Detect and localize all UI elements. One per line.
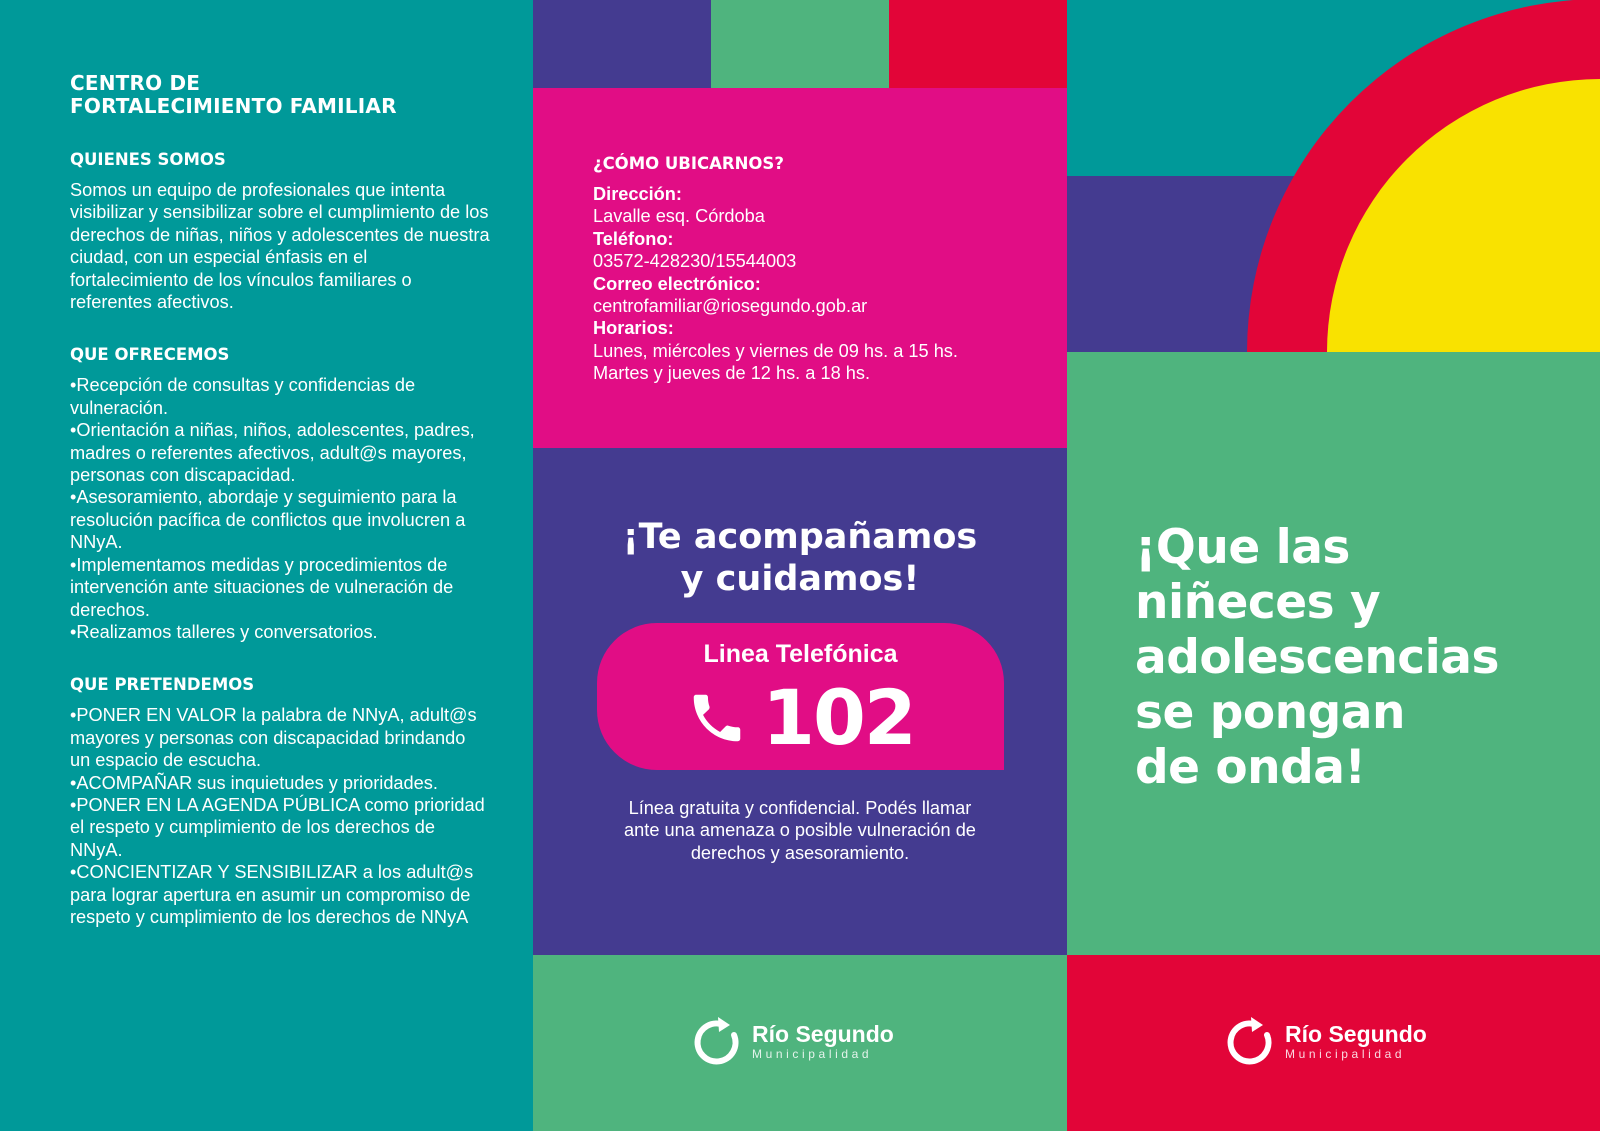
list-item: • PONER EN LA AGENDA PÚBLICA como prioridad el respeto y cumplimiento de los derechos de NNyA. bbox=[70, 794, 490, 861]
center-title-line2: FORTALECIMIENTO FAMILIAR bbox=[70, 94, 397, 118]
decor-block-green bbox=[711, 0, 889, 88]
que-pretendemos-list bbox=[70, 704, 490, 928]
contact-info bbox=[593, 154, 1043, 385]
logo-mark-icon bbox=[690, 1013, 742, 1069]
logo-block-middle bbox=[533, 955, 1067, 1131]
quienes-somos-section bbox=[70, 150, 490, 313]
helpline-block bbox=[533, 448, 1067, 955]
quienes-somos-heading: QUIENES SOMOS bbox=[70, 150, 226, 169]
slogan-line1: ¡Que las bbox=[1135, 520, 1350, 575]
info-content bbox=[70, 72, 490, 960]
logo-subtitle: Municipalidad bbox=[752, 1046, 873, 1061]
rio-segundo-logo bbox=[1223, 1013, 1427, 1069]
address-label: Dirección: bbox=[593, 184, 682, 204]
center-title-line1: CENTRO DE bbox=[70, 71, 201, 95]
address-value: Lavalle esq. Córdoba bbox=[593, 206, 765, 227]
logo-name: Río Segundo bbox=[752, 1020, 894, 1047]
hours-line-2: Martes y jueves de 12 hs. a 18 hs. bbox=[593, 363, 871, 384]
center-title bbox=[70, 72, 490, 118]
que-ofrecemos-list bbox=[70, 374, 490, 643]
list-item: • CONCIENTIZAR Y SENSIBILIZAR a los adult@s para lograr apertura en asumir un compromiso de respeto y cumplimiento de los derechos de NNyA bbox=[70, 861, 490, 928]
logo-name: Río Segundo bbox=[1285, 1020, 1427, 1047]
contact-panel bbox=[533, 0, 1067, 1131]
slogan-line4: se pongan bbox=[1135, 685, 1405, 740]
list-item: • Implementamos medidas y procedimientos de intervención ante situaciones de vulneración de derechos. bbox=[70, 554, 490, 621]
slogan-text bbox=[1135, 520, 1595, 795]
contact-heading: ¿CÓMO UBICARNOS? bbox=[593, 154, 784, 173]
support-title bbox=[533, 516, 1067, 600]
email-label: Correo electrónico: bbox=[593, 273, 761, 294]
decor-block-red bbox=[889, 0, 1067, 88]
list-item: • Asesoramiento, abordaje y seguimiento para la resolución pacífica de conflictos que involucren a NNyA. bbox=[70, 486, 490, 553]
decor-block-purple bbox=[533, 0, 711, 88]
list-item: • Realizamos talleres y conversatorios. bbox=[70, 621, 490, 643]
list-item: • Orientación a niñas, niños, adolescentes, padres, madres o referentes afectivos, adult@s mayores, personas con discapacidad. bbox=[70, 419, 490, 486]
rio-segundo-logo bbox=[690, 1013, 894, 1069]
logo-block-right bbox=[1067, 955, 1600, 1131]
helpline-label: Linea Telefónica bbox=[703, 640, 898, 668]
slogan-line2: niñeces y bbox=[1135, 575, 1381, 630]
slogan-line5: de onda! bbox=[1135, 740, 1366, 795]
helpline-number: 102 bbox=[762, 673, 915, 762]
list-item: • Recepción de consultas y confidencias de vulneración. bbox=[70, 374, 490, 419]
logo-text bbox=[752, 1022, 894, 1061]
support-title-line2: y cuidamos! bbox=[680, 559, 920, 599]
helpline-row bbox=[597, 675, 1004, 761]
que-pretendemos-section bbox=[70, 675, 490, 928]
phone-label: Teléfono: bbox=[593, 228, 674, 249]
slogan-line3: adolescencias bbox=[1135, 630, 1499, 685]
list-item: • ACOMPAÑAR sus inquietudes y prioridades. bbox=[70, 772, 490, 794]
hours-label: Horarios: bbox=[593, 318, 674, 339]
que-pretendemos-heading: QUE PRETENDEMOS bbox=[70, 675, 255, 695]
info-panel bbox=[0, 0, 533, 1131]
list-item: • PONER EN VALOR la palabra de NNyA, adult@s mayores y personas con discapacidad brindando un espacio de escucha. bbox=[70, 704, 490, 771]
logo-text bbox=[1285, 1022, 1427, 1061]
rainbow-arc-graphic bbox=[1067, 0, 1600, 352]
que-ofrecemos-heading: QUE OFRECEMOS bbox=[70, 345, 230, 365]
logo-subtitle: Municipalidad bbox=[1285, 1046, 1406, 1061]
que-ofrecemos-section bbox=[70, 345, 490, 643]
logo-mark-icon bbox=[1223, 1013, 1275, 1069]
phone-value[interactable]: 03572-428230/15544003 bbox=[593, 251, 797, 272]
cover-panel bbox=[1067, 0, 1600, 1131]
hours-line-1: Lunes, miércoles y viernes de 09 hs. a 15 hs. bbox=[593, 340, 958, 361]
helpline-badge[interactable] bbox=[597, 623, 1004, 770]
helpline-note: Línea gratuita y confidencial. Podés llamar ante una amenaza o posible vulneración de derechos y asesoramiento. bbox=[624, 798, 976, 863]
contact-block bbox=[533, 88, 1067, 448]
phone-icon bbox=[686, 685, 748, 751]
support-title-line1: ¡Te acompañamos bbox=[622, 517, 978, 557]
email-value[interactable]: centrofamiliar@riosegundo.gob.ar bbox=[593, 296, 868, 317]
quienes-somos-text: Somos un equipo de profesionales que intenta visibilizar y sensibilizar sobre el cumplimiento de los derechos de niñas, niños y adolescentes de nuestra ciudad, con un especial énfasis en el fortalecimiento de los vínculos familiares o referentes afectivos. bbox=[70, 180, 490, 313]
